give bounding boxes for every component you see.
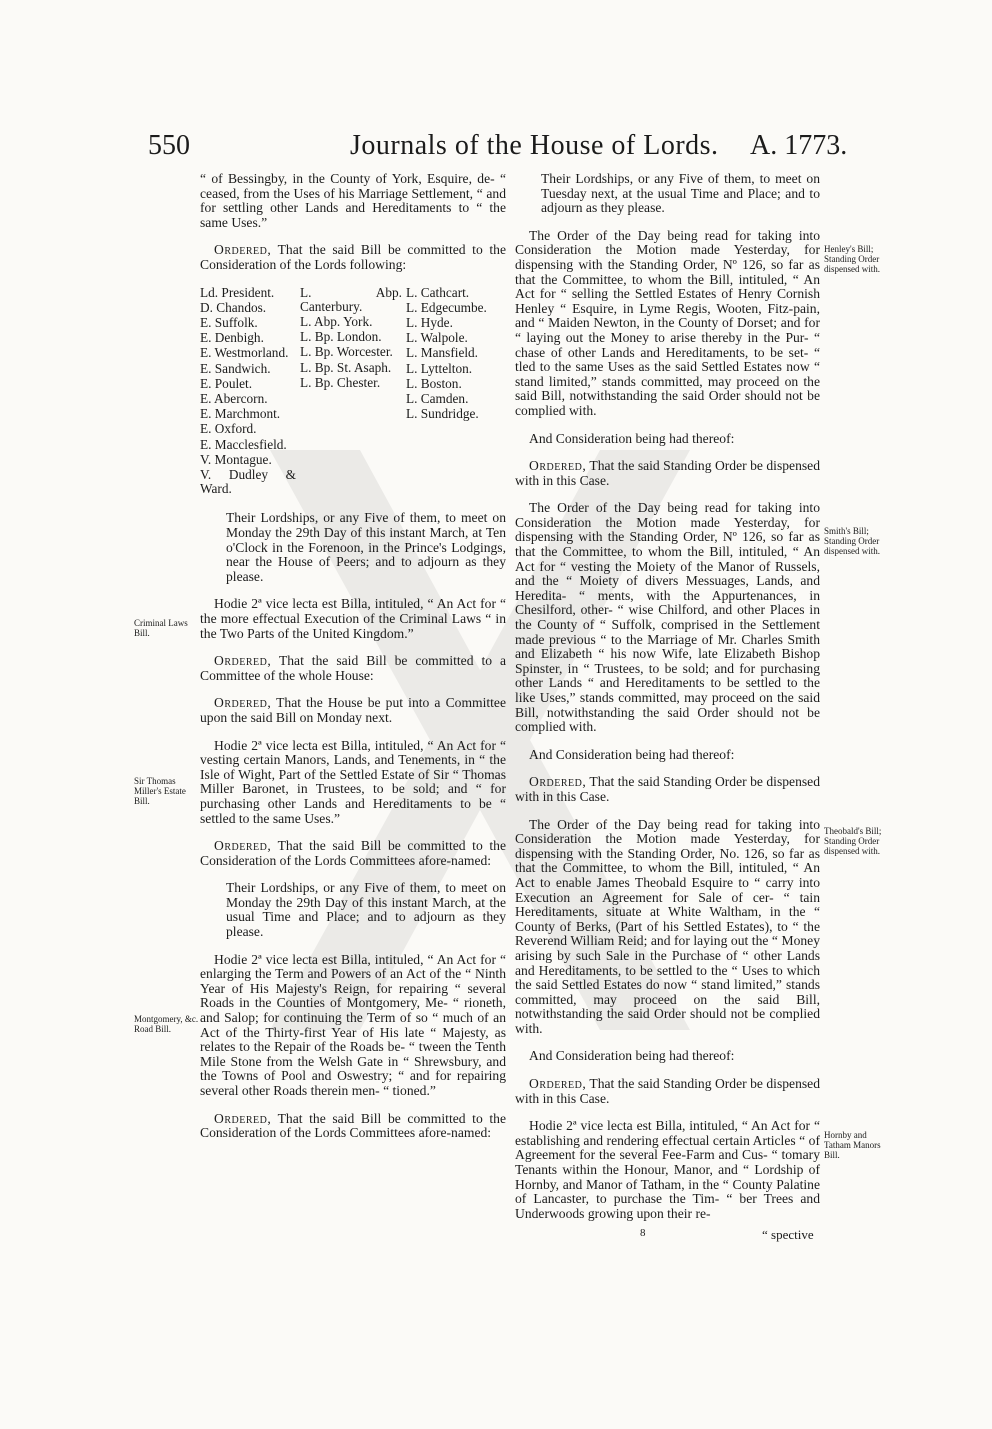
page-header (0, 130, 992, 170)
ordered-lead: Ordered, (214, 695, 272, 711)
hornby-paragraph: Hodie 2ª vice lecta est Billa, intituled, “ An Act for “ establishing and rendering effectual certain Articles “ of Agreement for the several Fee-Farm and Cus- “ tomary Tenants within the Honour, Manor, and “ Lordship of Hornby, and Manor of Tatham, in the “ County Palatine of Lancaster, to purchase the Tim- “ ber Trees and Underwoods growing upon their re- (515, 1118, 820, 1221)
running-year: A. 1773. (750, 130, 848, 161)
margin-note-hornby: Hornby and Tatham Manors Bill. (824, 1130, 881, 1160)
lords-list-col1 (200, 286, 296, 498)
margin-note-theobald: Theobald's Bill; Standing Order dispensed with. (824, 826, 882, 856)
ordered-text: That the said Bill be committed to the Consideration of the Lords Committees afore-named: (200, 838, 506, 868)
lord-entry: E. Sandwich. (200, 360, 271, 376)
theobald-paragraph: The Order of the Day being read for taking into Consideration the Motion made Yesterday, for dispensing with the Standing Order, No. 126, so far as that the Committee, to whom the Bill, intituled, “ An Act to enable James Theobald Esquire to “ carry into Execution an Agreement for Sale of cer- “ tain Hereditaments, situate at White Waltham, in the “ County of Berks, (Part of his Settled Estates), to “ the Reverend William Reid; and for laying out the “ Money arising by such Sale in the Purchase of “ other Lands and Hereditaments, to be settled to the “ Uses to which the said Settled Estates do now “ stand limited,” stands committed, may proceed on the said Bill, notwithstanding the said Order should not be complied with. (515, 816, 820, 1036)
lord-entry: Ld. President. (200, 284, 275, 300)
ordered-paragraph (200, 243, 506, 272)
running-title: Journals of the House of Lords. (350, 130, 719, 161)
lord-entry: L. Abp. York. (300, 313, 373, 329)
lord-entry: L. Bp. London. (300, 329, 382, 345)
lord-entry: V. Dudley & Ward. (200, 467, 296, 497)
ordered-text: That the said Standing Order be dispensed with in this Case. (515, 458, 820, 488)
lord-entry: E. Suffolk. (200, 314, 258, 330)
ordered-text: That the said Bill be committed to the Consideration of the Lords Committees afore-named: (200, 1110, 506, 1141)
margin-note-criminal: Criminal Laws Bill. (134, 618, 188, 638)
lord-entry: E. Macclesfield. (200, 436, 287, 452)
lord-entry: L. Lyttelton. (406, 360, 473, 376)
lord-entry: E. Marchmont. (200, 406, 281, 422)
henley-paragraph: The Order of the Day being read for taking into Consideration the Motion made Yesterday, for dispensing with the Standing Order, Nº 126, so far as that the Committee, to whom the Bill, intituled, “ An Act for “ selling the Settled Estates of Henry Cornish Henley “ Esquire, in Lyme Regis, Wooten, Fitz-pain, and “ Maiden Newton, in the County of Dorset; and for “ laying out the Money to arise thereby in the Pur- “ chase of other Lands and Hereditaments, to be set- “ tled to the same Uses as the said Settled Estates now “ stand limited,” stands committed, may proceed on the said Bill, notwithstanding the said Order should not be complied with. (515, 227, 820, 418)
lord-entry: L. Boston. (406, 375, 462, 391)
ordered-text: That the said Bill be committed to a Committee of the whole House: (200, 653, 506, 683)
criminal-laws-paragraph: Hodie 2ª vice lecta est Billa, intituled, “ An Act for “ the more effectual Execution of the Criminal Laws “ in the Two Parts of the United Kingdom.” (200, 596, 506, 641)
lord-entry: V. Montague. (200, 451, 272, 467)
margin-note-smith: Smith's Bill; Standing Order dispensed with. (824, 526, 880, 556)
lord-entry: L. Mansfield. (406, 345, 479, 361)
ordered-lead: Ordered, (529, 1076, 587, 1092)
lord-entry: E. Abercorn. (200, 390, 268, 406)
ordered-lead: Ordered, (214, 838, 272, 854)
meeting-paragraph: Their Lordships, or any Five of them, to meet on Monday the 29th Day of this instant March, at Ten o'Clock in the Forenoon, in the Prince's Lodgings, near the House of Peers; and to adjourn as they please. (226, 510, 506, 584)
lord-entry: L. Sundridge. (406, 406, 479, 422)
lord-entry: L. Bp. Chester. (300, 374, 381, 390)
left-column (200, 172, 506, 1154)
ordered-paragraph (515, 1077, 820, 1106)
lords-list-col3 (406, 286, 506, 498)
right-column (515, 172, 820, 1234)
ordered-lead: Ordered, (214, 242, 272, 258)
ordered-paragraph (200, 839, 506, 868)
ordered-text: That the said Standing Order be dispensed with in this Case. (515, 774, 820, 804)
consideration-line: And Consideration being had thereof: (529, 1048, 735, 1064)
margin-note-henley: Henley's Bill; Standing Order dispensed with. (824, 244, 880, 274)
ordered-text: That the said Bill be committed to the Consideration of the Lords following: (200, 242, 506, 272)
lord-entry: L. Walpole. (406, 330, 468, 346)
ordered-text: That the said Standing Order be dispensed with in this Case. (515, 1076, 820, 1106)
lord-entry: L. Bp. Worcester. (300, 344, 393, 360)
ordered-paragraph (515, 775, 820, 804)
lord-entry: E. Poulet. (200, 375, 253, 391)
lord-entry: E. Westmorland. (200, 345, 289, 361)
lord-entry: L. Bp. St. Asaph. (300, 359, 392, 375)
lord-entry: D. Chandos. (200, 299, 267, 315)
consideration-line: And Consideration being had thereof: (529, 430, 735, 446)
lords-committee-list (200, 286, 506, 498)
ordered-lead: Ordered, (214, 1110, 272, 1126)
miller-estate-paragraph: Hodie 2ª vice lecta est Billa, intituled, “ An Act for “ vesting certain Manors, Lands, and Tenements, in “ the Isle of Wight, Part of the Settled Estate of Sir “ Thomas Miller Baronet, in Trustees, to be sold; and “ for purchasing other Lands and Hereditaments to be “ settled to the same Uses.” (200, 737, 506, 826)
lords-list-col2 (300, 286, 402, 498)
lord-entry: L. Cathcart. (406, 284, 470, 300)
meeting-paragraph: Their Lordships, or any Five of them, to meet on Tuesday next, at the usual Time and Place; and to adjourn as they please. (541, 171, 820, 216)
lord-entry: L. Abp. Canterbury. (300, 284, 402, 314)
ordered-text: That the House be put into a Committee upon the said Bill on Monday next. (200, 695, 506, 725)
catchword: “ spective (762, 1227, 814, 1242)
ordered-lead: Ordered, (529, 774, 587, 790)
continuation-paragraph: “ of Bessingby, in the County of York, Esquire, de- “ ceased, from the Uses of his Marriage Settlement, “ and for settling other Lands and Hereditaments to “ the same Uses.” (200, 171, 506, 230)
lord-entry: L. Hyde. (406, 314, 453, 330)
lord-entry: L. Edgecumbe. (406, 299, 487, 315)
ordered-lead: Ordered, (214, 653, 272, 669)
page-number: 550 (148, 130, 190, 161)
ordered-paragraph (515, 459, 820, 488)
consideration-line: And Consideration being had thereof: (529, 746, 735, 762)
ordered-paragraph (200, 1112, 506, 1141)
ordered-lead: Ordered, (529, 458, 587, 474)
lord-entry: L. Camden. (406, 390, 469, 406)
lord-entry: E. Oxford. (200, 421, 257, 437)
meeting-paragraph: Their Lordships, or any Five of them, to meet on Monday the 29th Day of this instant March, at the usual Time and Place; and to adjourn as they please. (226, 880, 506, 940)
ordered-paragraph (200, 696, 506, 725)
montgomery-road-paragraph: Hodie 2ª vice lecta est Billa, intituled, “ An Act for “ enlarging the Term and Powers of an Act of the “ Ninth Year of His Majesty's Reign, for repairing “ several Roads in the Counties of Montgomery, Me- “ rioneth, and Salop; for continuing the Term of so “ much of an Act of the Thirty-first Year of His late “ Majesty, as relates to the Repair of the Roads be- “ tween the Tenth Mile Stone from the Welsh Gate in “ Shrewsbury, and the Towns of Pool and Oswestry; “ and for repairing several other Roads therein men- “ tioned.” (200, 951, 506, 1098)
signature-mark: 8 (640, 1227, 646, 1239)
margin-note-miller: Sir Thomas Miller's Estate Bill. (134, 776, 186, 806)
lord-entry: E. Denbigh. (200, 330, 264, 346)
margin-note-montgomery: Montgomery, &c. Road Bill. (134, 1014, 199, 1034)
ordered-paragraph (200, 654, 506, 683)
smith-paragraph: The Order of the Day being read for taking into Consideration the Motion made Yesterday, for dispensing with the Standing Order, Nº 126, so far as that the Committee, to whom the Bill, intituled, “ An Act for “ vesting the Moiety of the Manor of Russels, and the “ Moiety of divers Messuages, Lands, and Heredita- “ ments, with the Appurtenances, in Chesilford, other- “ wise Chilford, and other Places in the County of “ Suffolk, comprised in the Settlement made previous “ to the Marriage of Mr. Charles Smith and Elizabeth “ his now Wife, late Elizabeth Bishop Spinster, in “ Trustees, to be sold; and for purchasing other Lands “ and Hereditaments to be settled to the like Uses,” stands committed, may proceed on the said Bill, notwithstanding the said Order should not be complied with. (515, 500, 820, 735)
